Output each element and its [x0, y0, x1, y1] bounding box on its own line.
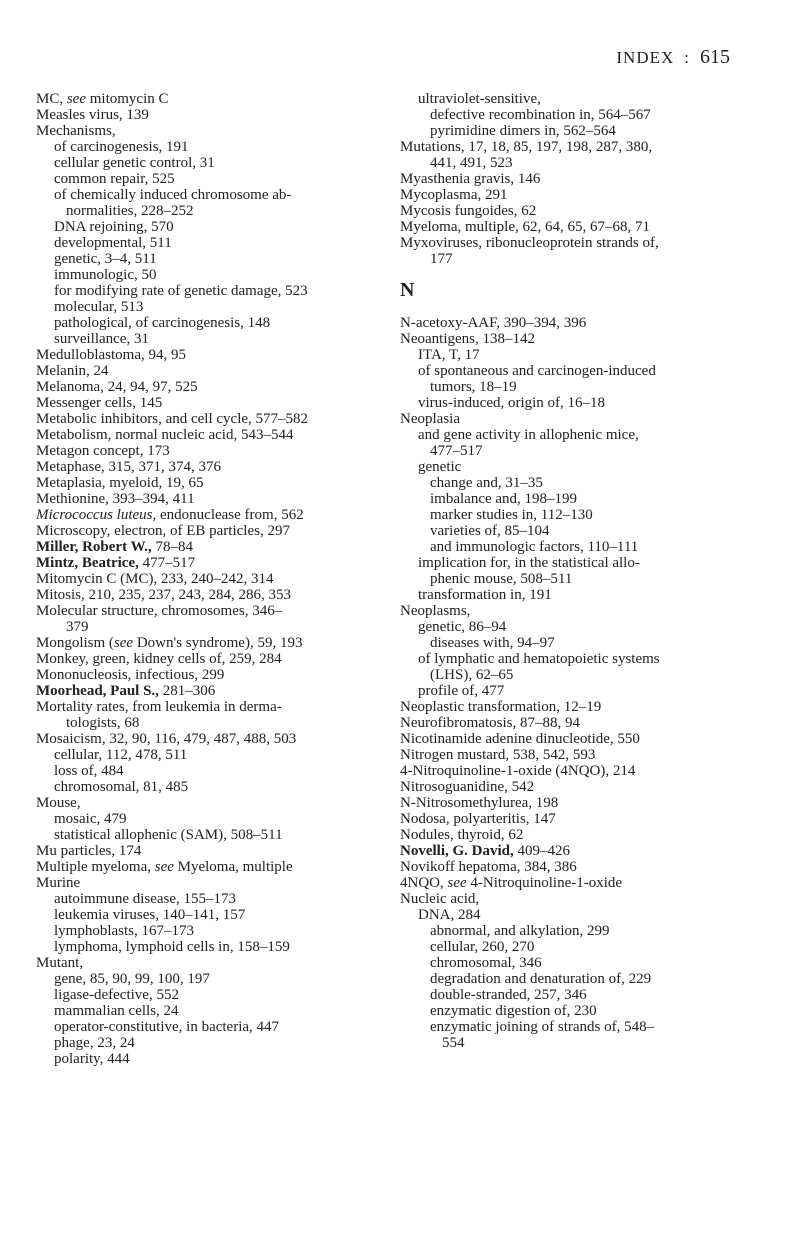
entry-text: common repair, 525 — [54, 171, 175, 187]
index-entry — [36, 859, 381, 875]
entry-text: Mutant, — [36, 955, 84, 971]
index-entry — [36, 651, 381, 667]
index-subentry — [400, 635, 745, 651]
index-entry — [400, 827, 745, 843]
index-entry — [400, 603, 745, 619]
entry-text: defective recombination in, 564–567 — [430, 107, 651, 123]
index-subentry — [400, 987, 745, 1003]
entry-text: Methionine, 393–394, 411 — [36, 491, 195, 507]
index-subentry — [400, 667, 745, 683]
index-entry — [400, 411, 745, 427]
index-subentry — [36, 203, 381, 219]
entry-text: Measles virus, 139 — [36, 107, 149, 123]
index-entry — [36, 459, 381, 475]
entry-text: of lymphatic and hematopoietic systems — [418, 651, 660, 667]
index-subentry — [36, 283, 381, 299]
entry-text: N-Nitrosomethylurea, 198 — [400, 795, 559, 811]
entry-text: operator-constitutive, in bacteria, 447 — [54, 1019, 280, 1035]
index-subentry — [400, 1035, 745, 1051]
entry-text: of carcinogenesis, 191 — [54, 139, 189, 155]
entry-text: degradation and denaturation of, 229 — [430, 971, 652, 987]
index-subentry — [400, 91, 745, 107]
index-entry — [36, 555, 381, 571]
entry-text: MC, — [36, 91, 67, 107]
entry-text: Metaplasia, myeloid, 19, 65 — [36, 475, 204, 491]
entry-text: marker studies in, 112–130 — [430, 507, 593, 523]
index-subentry — [36, 1003, 381, 1019]
index-subentry — [400, 1019, 745, 1035]
index-subentry — [400, 539, 745, 555]
index-subentry — [400, 523, 745, 539]
index-subentry — [400, 971, 745, 987]
index-subentry — [400, 491, 745, 507]
entry-text: and immunologic factors, 110–111 — [430, 539, 639, 555]
entry-text: cellular, 260, 270 — [430, 939, 535, 955]
index-section-letter: N — [400, 279, 415, 301]
entry-text: Nodosa, polyarteritis, 147 — [400, 811, 556, 827]
entry-text: Mortality rates, from leukemia in derma- — [36, 699, 282, 715]
entry-text: Metabolism, normal nucleic acid, 543–544 — [36, 427, 294, 443]
index-entry — [36, 539, 381, 555]
entry-text: Mu particles, 174 — [36, 843, 142, 859]
entry-text: virus-induced, origin of, 16–18 — [418, 395, 606, 411]
index-entry — [36, 379, 381, 395]
entry-text: 441, 491, 523 — [430, 155, 513, 171]
entry-text: polarity, 444 — [54, 1051, 130, 1067]
index-entry — [400, 763, 745, 779]
entry-text: Metabolic inhibitors, and cell cycle, 577–582 — [36, 411, 309, 427]
entry-text: Miller, Robert W., — [36, 539, 152, 555]
entry-text: Microscopy, electron, of EB particles, 297 — [36, 523, 290, 539]
index-entry — [36, 475, 381, 491]
index-column-left — [36, 91, 381, 1067]
index-subentry — [400, 347, 745, 363]
index-subentry — [400, 683, 745, 699]
index-entry — [36, 395, 381, 411]
entry-text: profile of, 477 — [418, 683, 505, 699]
entry-text: (LHS), 62–65 — [430, 667, 514, 683]
entry-text: 4-Nitroquinoline-1-oxide — [466, 875, 623, 891]
entry-text: genetic — [418, 459, 462, 475]
index-subentry — [400, 363, 745, 379]
index-subentry — [36, 267, 381, 283]
index-subentry — [400, 923, 745, 939]
entry-text: cellular, 112, 478, 511 — [54, 747, 188, 763]
index-entry — [400, 731, 745, 747]
entry-text: Neoplasms, — [400, 603, 471, 619]
index-entry — [36, 571, 381, 587]
entry-text: chromosomal, 81, 485 — [54, 779, 189, 795]
entry-text: Myeloma, multiple, 62, 64, 65, 67–68, 71 — [400, 219, 650, 235]
entry-text: ITA, T, 17 — [418, 347, 480, 363]
index-subentry — [36, 1051, 381, 1067]
entry-text: see — [447, 875, 467, 891]
entry-text: Messenger cells, 145 — [36, 395, 163, 411]
index-subentry — [400, 955, 745, 971]
index-subentry — [400, 571, 745, 587]
entry-text: 554 — [442, 1035, 465, 1051]
index-entry — [36, 491, 381, 507]
index-entry — [400, 843, 745, 859]
entry-text: 78–84 — [151, 539, 193, 555]
entry-text: Monkey, green, kidney cells of, 259, 284 — [36, 651, 282, 667]
index-entry — [36, 683, 381, 699]
entry-text: Murine — [36, 875, 81, 891]
index-entry — [36, 955, 381, 971]
running-header — [616, 46, 730, 69]
index-subentry — [400, 107, 745, 123]
entry-text: DNA rejoining, 570 — [54, 219, 174, 235]
index-entry — [400, 715, 745, 731]
entry-text: Myasthenia gravis, 146 — [400, 171, 541, 187]
index-subentry — [36, 907, 381, 923]
entry-text: statistical allophenic (SAM), 508–511 — [54, 827, 283, 843]
index-subentry — [400, 459, 745, 475]
entry-text: surveillance, 31 — [54, 331, 149, 347]
entry-text: mitomycin C — [86, 91, 169, 107]
entry-text: 177 — [430, 251, 453, 267]
entry-text: Neoplastic transformation, 12–19 — [400, 699, 602, 715]
entry-text: endonuclease from, 562 — [156, 507, 304, 523]
index-entry — [36, 795, 381, 811]
entry-text: pyrimidine dimers in, 562–564 — [430, 123, 616, 139]
entry-text: Neoplasia — [400, 411, 460, 427]
entry-text: immunologic, 50 — [54, 267, 157, 283]
index-column-right — [400, 91, 745, 1051]
entry-text: for modifying rate of genetic damage, 523 — [54, 283, 308, 299]
index-entry — [36, 667, 381, 683]
entry-text: lymphoblasts, 167–173 — [54, 923, 195, 939]
index-subentry — [36, 987, 381, 1003]
entry-text: double-stranded, 257, 346 — [430, 987, 587, 1003]
entry-text: tologists, 68 — [66, 715, 140, 731]
index-entry — [400, 187, 745, 203]
entry-text: of spontaneous and carcinogen-induced — [418, 363, 656, 379]
entry-text: ultraviolet-sensitive, — [418, 91, 541, 107]
entry-text: genetic, 86–94 — [418, 619, 507, 635]
entry-text: implication for, in the statistical allo- — [418, 555, 640, 571]
index-subentry — [400, 155, 745, 171]
entry-text: Nodules, thyroid, 62 — [400, 827, 524, 843]
index-subentry — [36, 939, 381, 955]
index-subentry — [400, 475, 745, 491]
entry-text: see — [113, 635, 134, 651]
index-entry — [36, 91, 381, 107]
index-entry — [400, 235, 745, 251]
entry-text: Mycoplasma, 291 — [400, 187, 508, 203]
index-entry — [400, 891, 745, 907]
entry-text: enzymatic joining of strands of, 548– — [430, 1019, 655, 1035]
index-subentry — [400, 443, 745, 459]
index-entry — [400, 699, 745, 715]
index-subentry — [36, 171, 381, 187]
header-section: INDEX — [616, 48, 675, 67]
index-subentry — [400, 123, 745, 139]
index-subentry — [400, 619, 745, 635]
entry-text: Mintz, Beatrice, — [36, 555, 139, 571]
entry-text: Metaphase, 315, 371, 374, 376 — [36, 459, 221, 475]
index-subentry — [36, 219, 381, 235]
index-entry — [36, 603, 381, 619]
entry-text: see — [66, 91, 86, 107]
entry-text: and gene activity in allophenic mice, — [418, 427, 639, 443]
entry-text: Mosaicism, 32, 90, 116, 479, 487, 488, 503 — [36, 731, 297, 747]
index-entry — [400, 795, 745, 811]
index-subentry — [36, 315, 381, 331]
index-entry — [36, 347, 381, 363]
entry-text: Melanin, 24 — [36, 363, 109, 379]
index-entry — [400, 747, 745, 763]
entry-text: Mitosis, 210, 235, 237, 243, 284, 286, 353 — [36, 587, 292, 603]
entry-text: Mononucleosis, infectious, 299 — [36, 667, 225, 683]
index-subentry — [400, 1003, 745, 1019]
index-entry — [400, 875, 745, 891]
entry-text: autoimmune disease, 155–173 — [54, 891, 237, 907]
entry-text: see — [154, 859, 174, 875]
index-subentry — [400, 555, 745, 571]
index-entry — [36, 635, 381, 651]
index-subentry — [400, 379, 745, 395]
index-subentry — [36, 235, 381, 251]
entry-text: varieties of, 85–104 — [430, 523, 550, 539]
entry-text: normalities, 228–252 — [66, 203, 194, 219]
entry-text: 477–517 — [430, 443, 483, 459]
index-subentry — [36, 155, 381, 171]
index-subentry — [400, 395, 745, 411]
index-subentry — [36, 891, 381, 907]
entry-text: Neurofibromatosis, 87–88, 94 — [400, 715, 580, 731]
entry-text: Mouse, — [36, 795, 81, 811]
entry-text: chromosomal, 346 — [430, 955, 542, 971]
entry-text: Nitrosoguanidine, 542 — [400, 779, 535, 795]
entry-text: 281–306 — [158, 683, 216, 699]
index-entry — [36, 699, 381, 715]
entry-text: Mechanisms, — [36, 123, 116, 139]
index-subentry — [400, 907, 745, 923]
entry-text: mosaic, 479 — [54, 811, 127, 827]
entry-text: Nitrogen mustard, 538, 542, 593 — [400, 747, 596, 763]
entry-text: imbalance and, 198–199 — [430, 491, 578, 507]
index-entry — [36, 843, 381, 859]
index-subentry — [36, 619, 381, 635]
index-subentry — [36, 331, 381, 347]
entry-text: diseases with, 94–97 — [430, 635, 555, 651]
entry-text: 409–426 — [513, 843, 571, 859]
entry-text: Myeloma, multiple — [173, 859, 293, 875]
index-subentry — [36, 923, 381, 939]
entry-text: Mongolism ( — [36, 635, 114, 651]
entry-text: 477–517 — [138, 555, 196, 571]
entry-text: phenic mouse, 508–511 — [430, 571, 573, 587]
entry-text: N-acetoxy-AAF, 390–394, 396 — [400, 315, 587, 331]
index-entry — [36, 107, 381, 123]
entry-text: DNA, 284 — [418, 907, 481, 923]
entry-text: molecular, 513 — [54, 299, 144, 315]
entry-text: change and, 31–35 — [430, 475, 543, 491]
index-entry — [400, 811, 745, 827]
entry-text: cellular genetic control, 31 — [54, 155, 215, 171]
entry-text: of chemically induced chromosome ab- — [54, 187, 292, 203]
entry-text: Mutations, 17, 18, 85, 197, 198, 287, 380, — [400, 139, 653, 155]
index-subentry — [400, 939, 745, 955]
index-subentry — [36, 187, 381, 203]
index-entry — [400, 203, 745, 219]
entry-text: Neoantigens, 138–142 — [400, 331, 535, 347]
entry-text: 4NQO, — [400, 875, 448, 891]
entry-text: genetic, 3–4, 511 — [54, 251, 157, 267]
entry-text: Down's syndrome), 59, 193 — [133, 635, 303, 651]
entry-text: enzymatic digestion of, 230 — [430, 1003, 597, 1019]
entry-text: Micrococcus luteus, — [36, 507, 157, 523]
entry-text: abnormal, and alkylation, 299 — [430, 923, 610, 939]
index-subentry — [400, 507, 745, 523]
page-number: 615 — [700, 46, 730, 68]
entry-text: Molecular structure, chromosomes, 346– — [36, 603, 283, 619]
index-entry — [400, 315, 745, 331]
entry-text: Multiple myeloma, — [36, 859, 155, 875]
entry-text: Novelli, G. David, — [400, 843, 514, 859]
index-subentry — [36, 747, 381, 763]
entry-text: Moorhead, Paul S., — [36, 683, 159, 699]
index-entry — [400, 331, 745, 347]
index-subentry — [36, 1019, 381, 1035]
entry-text: ligase-defective, 552 — [54, 987, 179, 1003]
index-subentry — [400, 587, 745, 603]
index-entry — [36, 731, 381, 747]
index-entry — [36, 507, 381, 523]
entry-text: Melanoma, 24, 94, 97, 525 — [36, 379, 198, 395]
entry-text: Mycosis fungoides, 62 — [400, 203, 537, 219]
entry-text: Novikoff hepatoma, 384, 386 — [400, 859, 577, 875]
entry-text: gene, 85, 90, 99, 100, 197 — [54, 971, 210, 987]
index-entry — [36, 443, 381, 459]
index-subentry — [400, 251, 745, 267]
index-subentry — [36, 1035, 381, 1051]
entry-text: Metagon concept, 173 — [36, 443, 170, 459]
entry-text: 379 — [66, 619, 89, 635]
entry-text: mammalian cells, 24 — [54, 1003, 179, 1019]
index-entry — [400, 859, 745, 875]
index-subentry — [36, 763, 381, 779]
entry-text: Nicotinamide adenine dinucleotide, 550 — [400, 731, 640, 747]
index-entry — [400, 779, 745, 795]
entry-text: leukemia viruses, 140–141, 157 — [54, 907, 246, 923]
index-entry — [400, 139, 745, 155]
index-subentry — [36, 811, 381, 827]
index-entry — [36, 427, 381, 443]
header-separator: : — [684, 48, 690, 67]
entry-text: 4-Nitroquinoline-1-oxide (4NQO), 214 — [400, 763, 636, 779]
index-subentry — [36, 715, 381, 731]
entry-text: loss of, 484 — [54, 763, 124, 779]
entry-text: Nucleic acid, — [400, 891, 480, 907]
index-subentry — [400, 651, 745, 667]
index-entry — [400, 219, 745, 235]
entry-text: tumors, 18–19 — [430, 379, 517, 395]
index-subentry — [36, 779, 381, 795]
index-subentry — [36, 251, 381, 267]
entry-text: Medulloblastoma, 94, 95 — [36, 347, 186, 363]
index-entry — [36, 875, 381, 891]
index-subentry — [36, 827, 381, 843]
entry-text: pathological, of carcinogenesis, 148 — [54, 315, 271, 331]
index-entry — [36, 587, 381, 603]
entry-text: transformation in, 191 — [418, 587, 552, 603]
index-entry — [36, 123, 381, 139]
index-subentry — [400, 427, 745, 443]
entry-text: developmental, 511 — [54, 235, 172, 251]
index-entry — [400, 171, 745, 187]
index-entry — [36, 411, 381, 427]
entry-text: Mitomycin C (MC), 233, 240–242, 314 — [36, 571, 274, 587]
index-subentry — [36, 299, 381, 315]
index-entry — [36, 523, 381, 539]
entry-text: phage, 23, 24 — [54, 1035, 135, 1051]
entry-text: Myxoviruses, ribonucleoprotein strands of, — [400, 235, 659, 251]
entry-text: lymphoma, lymphoid cells in, 158–159 — [54, 939, 290, 955]
index-subentry — [36, 139, 381, 155]
index-subentry — [36, 971, 381, 987]
index-entry — [36, 363, 381, 379]
